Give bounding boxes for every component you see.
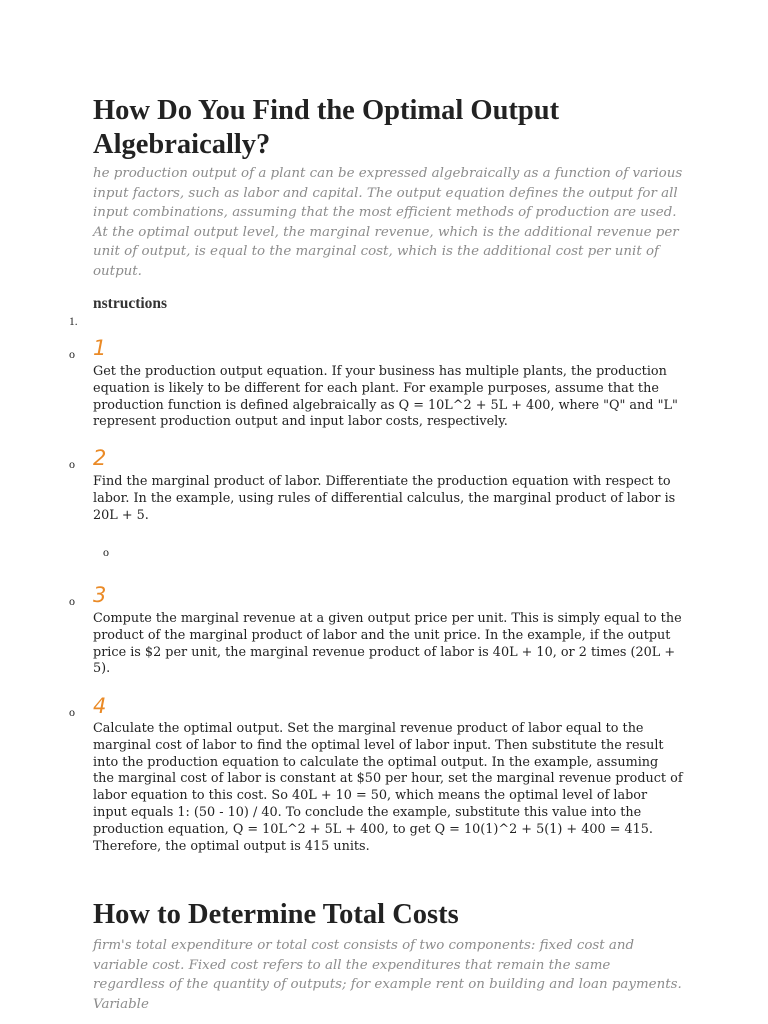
bullet-marker: o [69, 705, 75, 719]
step-text-4: Calculate the optimal output. Set the marginal revenue product of labor equal to the marginal cost of labor to find the optimal level of labor input. Then substitute the result into the production equation to calculate the optimal output. In the example, assuming the marginal cost of labor is constant at $50 per hour, set the marginal revenue product of labor equation to this cost. So 40L + 10 = 50, which means the optimal level of labor input equals 1: (50 - 10) / 40. To conclude the example, substitute this value into the production equation, Q = 10L^2 + 5L + 400, to get Q = 10(1)^2 + 5(1) + 400 = 415. Therefore, the optimal output is 415 units. [93, 721, 683, 854]
step-text-2: Find the marginal product of labor. Differentiate the production equation with respect to labor. In the example, using rules of differential calculus, the marginal product of labor is 20L + 5. [93, 474, 676, 523]
step-number-1: 1 [93, 336, 107, 360]
bullet-marker: o [69, 594, 75, 608]
step-text-3: Compute the marginal revenue at a given output price per unit. This is simply equal to the product of the marginal product of labor and the unit price. In the example, if the output price is $2 per unit, the marginal revenue product of labor is 40L + 10, or 2 times (20L + 5). [93, 611, 682, 677]
step-number-3: 3 [93, 583, 107, 607]
step-number-2: 2 [93, 446, 107, 470]
section-intro-paragraph: firm's total expenditure or total cost consists of two components: fixed cost and variable cost. Fixed cost refers to all the expenditures that remain the same regardless of the quantity of outputs; for example rent on building and loan payments. Variable [93, 938, 682, 1012]
list-number: 1. [69, 316, 78, 328]
intro-paragraph: he production output of a plant can be expressed algebraically as a function of various input factors, such as labor and capital. The output equation defines the output for all input combinations, assuming that the most efficient methods of production are used. At the optimal output level, the marginal revenue, which is the additional revenue per unit of output, is equal to the marginal cost, which is the additional cost per unit of output. [93, 166, 683, 279]
step-number-4: 4 [93, 694, 107, 718]
instructions-heading: nstructions [93, 295, 168, 312]
bullet-marker-nested: o [103, 545, 109, 559]
page-title: How Do You Find the Optimal Output Algebraically? [93, 95, 560, 160]
section-title: How to Determine Total Costs [93, 899, 459, 930]
step-text-1: Get the production output equation. If your business has multiple plants, the production equation is likely to be different for each plant. For example purposes, assume that the production function is defined algebraically as Q = 10L^2 + 5L + 400, where "Q" and "L" represent production output and input labor costs, respectively. [93, 364, 678, 430]
bullet-marker: o [69, 347, 75, 361]
bullet-marker: o [69, 457, 75, 471]
